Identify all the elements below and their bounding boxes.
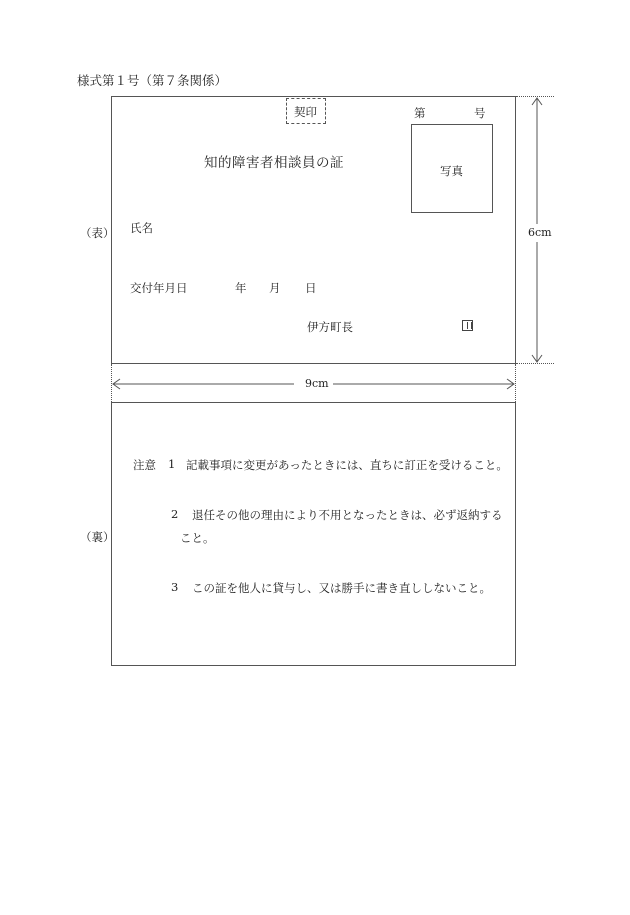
number-suffix: 号 [474, 106, 486, 120]
note-continuation: こと。 [180, 531, 215, 545]
front-side-label: （表） [80, 226, 115, 240]
height-label: 6cm [528, 226, 552, 239]
note-number: 3 [171, 580, 179, 594]
note-text: 記載事項に変更があったときには、直ちに訂正を受けること。 [186, 458, 508, 472]
width-label: 9cm [305, 377, 329, 390]
back-side-label: （裏） [80, 530, 115, 544]
seal-icon [462, 320, 473, 331]
name-label: 氏名 [130, 221, 153, 235]
back-card [111, 402, 516, 666]
note-number: 1 [168, 457, 176, 471]
form-title: 様式第１号（第７条関係） [77, 73, 228, 88]
card-title: 知的障害者相談員の証 [204, 155, 344, 171]
tally-seal-label: 契印 [294, 105, 317, 119]
note-number: 2 [171, 507, 179, 521]
note-text: この証を他人に貸与し、又は勝手に書き直ししないこと。 [192, 581, 491, 595]
year-label: 年 [235, 281, 247, 295]
issue-date-label: 交付年月日 [130, 281, 188, 295]
day-label: 日 [305, 281, 317, 295]
number-prefix: 第 [414, 106, 426, 120]
notes-heading: 注意 [133, 458, 156, 472]
photo-label: 写真 [440, 164, 463, 178]
issuer-name: 伊方町長 [307, 320, 353, 334]
note-text: 退任その他の理由により不用となったときは、必ず返納する [192, 508, 503, 522]
month-label: 月 [269, 281, 281, 295]
